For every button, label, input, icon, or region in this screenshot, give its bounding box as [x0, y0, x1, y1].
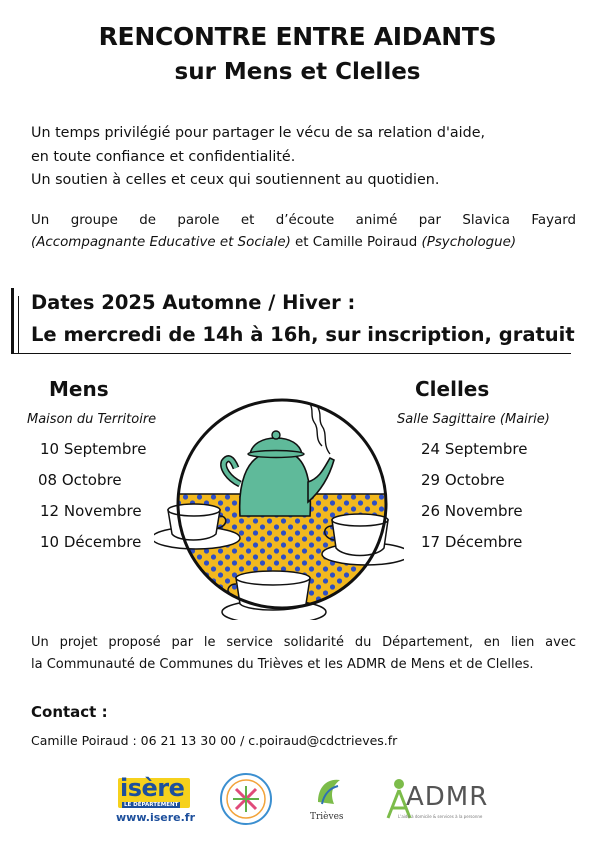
communaute-logo: [219, 772, 273, 826]
facilitators-roles: [31, 232, 576, 254]
page-subtitle: sur Mens et Clelles: [174, 59, 421, 85]
frame-bar: [11, 288, 14, 354]
role-psychologue: (Psychologue): [421, 235, 517, 250]
contact-details: Camille Poiraud : 06 21 13 30 00 / c.poiraud@cdctrieves.fr: [31, 733, 398, 748]
intro-line: en toute confiance et confidentialité.: [31, 148, 296, 165]
mens-date: 12 Novembre: [40, 502, 142, 520]
mens-venue: [27, 408, 156, 427]
mens-name: Mens: [49, 377, 109, 401]
facilitators-paragraph: [31, 210, 576, 254]
mens-date: 10 Décembre: [40, 533, 142, 551]
contact-heading: Contact :: [31, 703, 108, 721]
page-title: RENCONTRE ENTRE AIDANTS: [98, 22, 497, 51]
intro-paragraph: [31, 122, 576, 193]
isere-logo: [114, 774, 196, 826]
facilitators-and: et Camille Poiraud: [290, 235, 422, 250]
clelles-venue-text: Salle Sagittaire (Mairie): [397, 412, 550, 427]
frame-bar-thin: [18, 296, 19, 354]
project-line: Un projet proposé par le service solidarité du Département, en lien avec: [31, 635, 576, 650]
clelles-date: 26 Novembre: [421, 502, 523, 520]
facilitators-line: Un groupe de parole et d’écoute animé par Slavica Fayard: [31, 213, 576, 228]
isere-url: www.isere.fr: [116, 811, 196, 824]
clelles-date: 24 Septembre: [421, 440, 528, 458]
admr-logo-text: ADMR: [406, 782, 489, 812]
admr-logo: [384, 776, 490, 824]
mens-date: 08 Octobre: [38, 471, 122, 489]
mens-venue-text: Maison du Territoire: [27, 412, 157, 427]
clelles-name: Clelles: [415, 377, 490, 401]
isere-logo-tag: LE DÉPARTEMENT: [124, 802, 179, 808]
project-line: la Communauté de Communes du Trièves et les ADMR de Mens et de Clelles.: [31, 657, 534, 672]
project-paragraph: [31, 632, 576, 676]
trieves-logo-mark: [308, 772, 348, 812]
clelles-date: 17 Décembre: [421, 533, 523, 551]
admr-logo-tag: L'aide à domicile & services à la personne: [398, 814, 483, 819]
isere-logo-name: isère: [120, 774, 185, 802]
teapot-illustration: [154, 398, 404, 620]
trieves-logo: [308, 772, 348, 826]
clelles-venue: [397, 408, 550, 427]
intro-line: Un temps privilégié pour partager le vécu de sa relation d'aide,: [31, 125, 486, 141]
frame-underline: [11, 353, 571, 354]
dates-heading: Dates 2025 Automne / Hiver :: [31, 291, 356, 314]
dates-schedule: Le mercredi de 14h à 16h, sur inscription, gratuit: [31, 323, 575, 346]
clelles-date: 29 Octobre: [421, 471, 505, 489]
role-educative: (Accompagnante Educative et Sociale): [31, 235, 291, 250]
mens-date: 10 Septembre: [40, 440, 147, 458]
intro-line: Un soutien à celles et ceux qui soutiennent au quotidien.: [31, 172, 440, 188]
trieves-logo-text: Trièves: [310, 812, 344, 822]
